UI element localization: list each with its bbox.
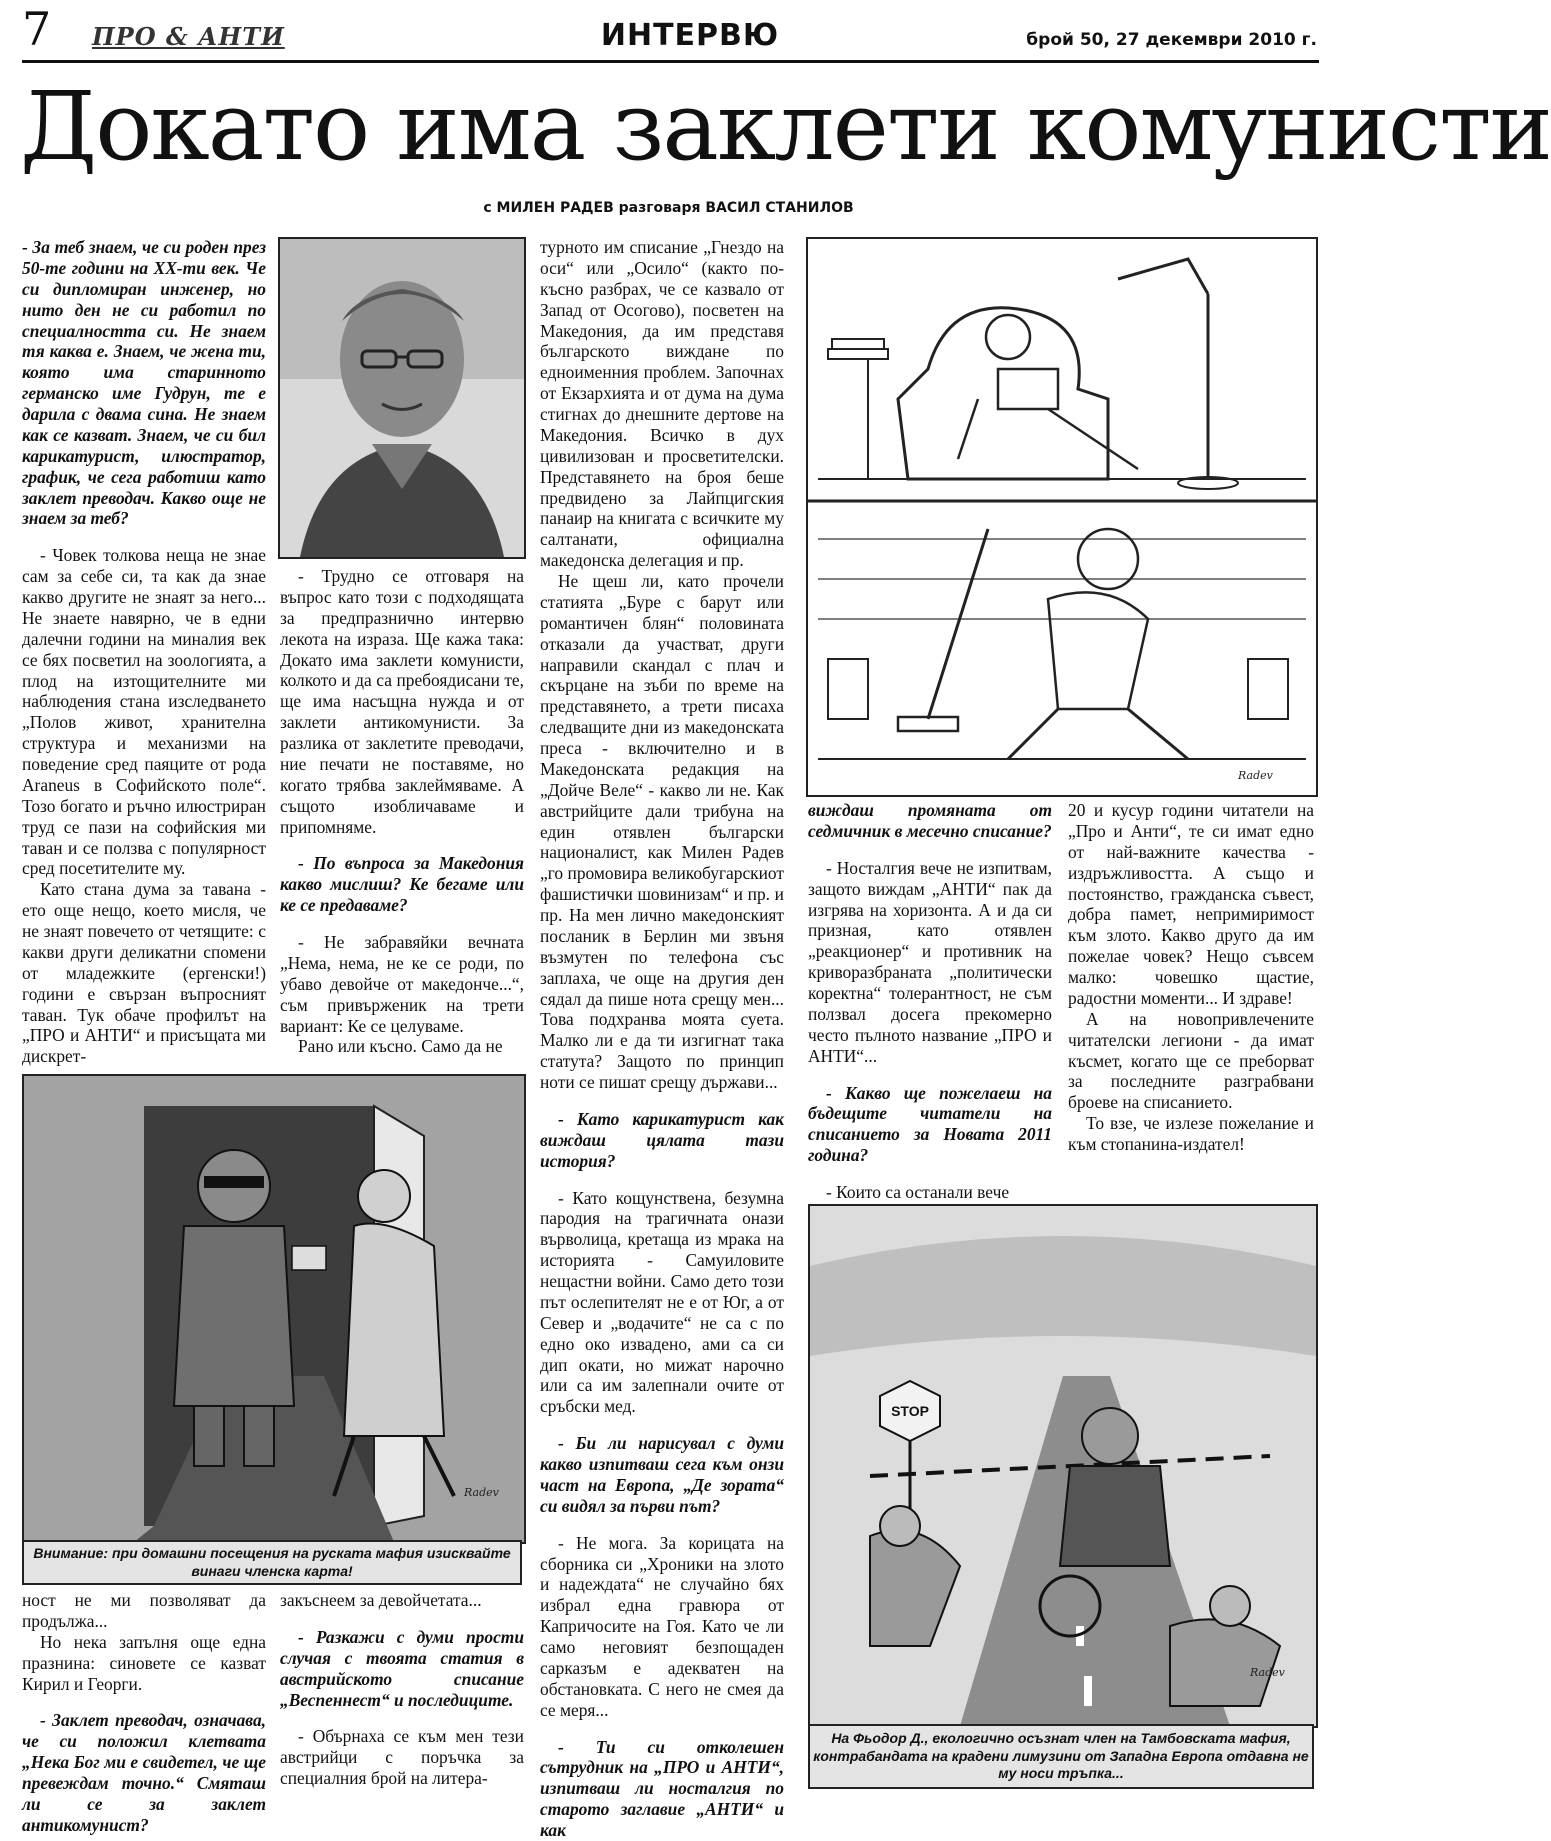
byline: с МИЛЕН РАДЕВ разговаря ВАСИЛ СТАНИЛОВ xyxy=(483,200,854,216)
paragraph: 20 и кусур години читатели на „Про и Анти“, те си имат едно от най-важните качества - издръжливостта. А също и постоянство, гражданска съвест, добра памет, непримиримост към злото. Какво друго да им пожелае човек? Нещо съвсем малко: човешко щастие, радостни моменти... И здраве! xyxy=(1068,800,1314,1008)
column-4 xyxy=(808,800,1052,1203)
paragraph: - Човек толкова неща не знае сам за себе си, та как да знае какво другите не знаят за него... Не знаете навярно, че в едни далечни години на миналия век се бях посветил на зоологията, а плод на изтощителните ми наблюдения стана изследването „Полов живот, хранителна структура и механизми на поведение сред паяците от рода Araneus в Софийското поле“. Тозо богато и ръчно илюстриран труд се пази на софийския ми таван и се ползва с популярност сред посетителите му. xyxy=(22,545,266,879)
paragraph: - Не мога. За корицата на сборника си „Хроники на злото и надеждата“ не случайно бях избрал една гравюра от Капричосите на Гоя. Като че ли само неговият безпощаден сарказъм е адекватен на обстановката. С него не смея да се меря... xyxy=(540,1532,784,1720)
paragraph: закъснеем за девойчетата... xyxy=(280,1590,482,1610)
issue-info: брой 50, 27 декември 2010 г. xyxy=(1026,30,1317,50)
cartoon-reader-sweeper xyxy=(806,237,1318,797)
magazine-logo: ПРО & АНТИ xyxy=(92,22,285,51)
headline: Докато има заклети комунисти xyxy=(20,72,1551,182)
paragraph: - Заклет преводач, означава, че си положил клетвата „Нека Бог ми е свидетел, че ще превеждам точно.“ Смяташ ли се за заклет антикомунист? xyxy=(22,1710,266,1835)
paragraph: - За теб знаем, че си роден през 50-те години на XX-ти век. Че си дипломиран инженер, но нито ден не си работил по специалността си. Не знаем тя каква е. Знаем, че жена ти, която има старинното германско име Гудрун, те е дарила с двама сина. Не знаем как се казват. Знаем, че си бил карикатурист, илюстратор, график, че сега работиш като заклет преводач. Какво още не знаем за теб? xyxy=(22,237,266,529)
paragraph: - Носталгия вече не изпитвам, защото виждам „АНТИ“ пак да изгрява на хоризонта. А и да си призная, като отявлен „реакционер“ и противник на криворазбраната „политически коректна“ толерантност, не съм ползвал досега прекомерно често пълното название „ПРО и АНТИ“... xyxy=(808,857,1052,1066)
paragraph: Рано или късно. Само да не xyxy=(298,1036,503,1057)
caption-tambov: На Фьодор Д., екологично осъзнат член на Тамбовската мафия, контрабандата на крадени лимузини от Западна Европа отдавна не му носи тръпка... xyxy=(808,1724,1314,1789)
portrait-photo xyxy=(278,237,526,559)
paragraph: виждаш промяната от седмичник в месечно списание? xyxy=(808,800,1052,841)
paragraph: турното им списание „Гнездо на оси“ или „Осило“ (както по-късно разбрах, че се казвало от Запад от Осогово), посветен на Македония, да им представя българското виждане по едноименния проблем. Започнах от Екзархията и от дума на дума стигнах до днешните дертове на Македония. Всичко в дух цивилизован и просветителски. Представянето на броя беше предвидено за Лайпцигския панаир на книгата с всичките му салтанати, официална македонска делегация и пр. xyxy=(540,237,784,571)
cartoon-signature: Radev xyxy=(1250,1666,1285,1679)
paragraph: ност не ми позволяват да продължа... xyxy=(22,1590,266,1631)
paragraph: - Какво ще пожелаеш на бъдещите читатели на списанието за Новата 2011 година? xyxy=(808,1082,1052,1166)
paragraph: - Като кощунствена, безумна пародия на трагичната онази върволица, кретаща из мрака на историята - Самуиловите нещастни войни. Само дето този път ослепителят не е от Юг, а от Север и „водачите“ не са с по едно око извадено, ами са си дип окати, но мижат нарочно или са им залепнали очите от сръбски мед. xyxy=(540,1187,784,1417)
paragraph: - Обърнаха се към мен тези австрийци с поръчка за специалния брой на литера- xyxy=(280,1726,524,1789)
column-2-bottom xyxy=(280,1590,524,1789)
column-5 xyxy=(1068,800,1314,1155)
page-number: 7 xyxy=(22,2,52,56)
section-title: ИНТЕРВЮ xyxy=(600,18,780,53)
paragraph: - Като карикатурист как виждаш цялата тази история? xyxy=(540,1108,784,1171)
paragraph: Но нека запълня още една празнина: синовете се казват Кирил и Георги. xyxy=(22,1631,266,1694)
header-rule xyxy=(22,60,1319,63)
stop-sign-label: STOP xyxy=(891,1403,929,1419)
column-3 xyxy=(540,237,784,1841)
paragraph: - Разкажи с думи прости случая с твоята статия в австрийското списание „Веспеннест“ и последиците. xyxy=(280,1626,524,1710)
paragraph: - Не забравяйки вечната „Нема, нема, не ке се роди, по убаво девойче от македонче...“, съм привърженик на трети вариант: Ке се целуваме. xyxy=(280,932,524,1036)
paragraph: То взе, че излезе пожелание и към стопанина-издател! xyxy=(1068,1113,1314,1154)
caption-mafia: Внимание: при домашни посещения на руската мафия изисквайте винаги членска карта! xyxy=(22,1540,522,1585)
paragraph: - Ти си отколешен сътрудник на „ПРО и АНТИ“, изпитваш ли носталгия по старото заглавие „АНТИ“ и как xyxy=(540,1736,784,1840)
paragraph: - По въпроса за Македония какво мислиш? Ке бегаме или ке се предаваме? xyxy=(280,853,524,916)
paragraph: Като стана дума за тавана - ето още нещо, което мисля, че не знаят повечето от четящите: с какви други деликатни спомени от младежките (ергенски!) години е свързан въпросният таван. Тук обаче профилът на „ПРО и АНТИ“ и присъщата ми дискрет- xyxy=(22,879,266,1067)
cartoon-signature: Radev xyxy=(1238,769,1273,782)
paragraph: А на новопривлечените читателски легиони - да имат късмет, когато ще се преборват за последните разграбвани броеве на списанието. xyxy=(1068,1008,1314,1113)
paragraph: - Които са останали вече xyxy=(826,1182,1010,1202)
paragraph: Не щеш ли, като прочели статията „Буре с барут или романтичен блян“ половината отказали да участват, други направили скандал с плач и скърцане на зъби по време на представянето, а трети писаха следващите дни из македонската преса - включително и в Македонската редакция на „Дойче Веле“ - какво ли не. Как австрийците дали трибуна на един отявлен български националист, как Милен Радев „го промовира великобугарскиот фашистички шовинизам“ и пр. и пр. На мен лично македонският посланик в Берлин ми звъня възмутен по телефона със заплаха, че още на другия ден сядал да пише нота срещу мен... Това подхранва моята суета. Малко ли е да ти изгигнат така статута? Защото по принцип ноти се пишат срещу държави... xyxy=(540,571,784,1092)
column-2-top xyxy=(280,566,524,1057)
cartoon-tambov xyxy=(808,1204,1318,1728)
paragraph: - Би ли нарисувал с думи какво изпитваш сега към онзи част на Европа, „Де зората“ си видял за първи път? xyxy=(540,1433,784,1516)
column-1-bottom xyxy=(22,1590,266,1836)
cartoon-signature: Radev xyxy=(464,1486,499,1499)
column-1-top xyxy=(22,237,266,1067)
paragraph: - Трудно се отговаря на въпрос като този с подходящата за предпразнично интервю лекота на израза. Ще кажа така: Докато има заклети комунисти, колкото и да са пребоядисани те, ще има насъщна нужда и от заклети антикомунисти. За разлика от заклетите преводачи, ние печати не поставяме, но когато трябва заклеймяваме. А същото изобличаваме и припомняме. xyxy=(280,566,524,837)
cartoon-mafia xyxy=(22,1074,526,1544)
